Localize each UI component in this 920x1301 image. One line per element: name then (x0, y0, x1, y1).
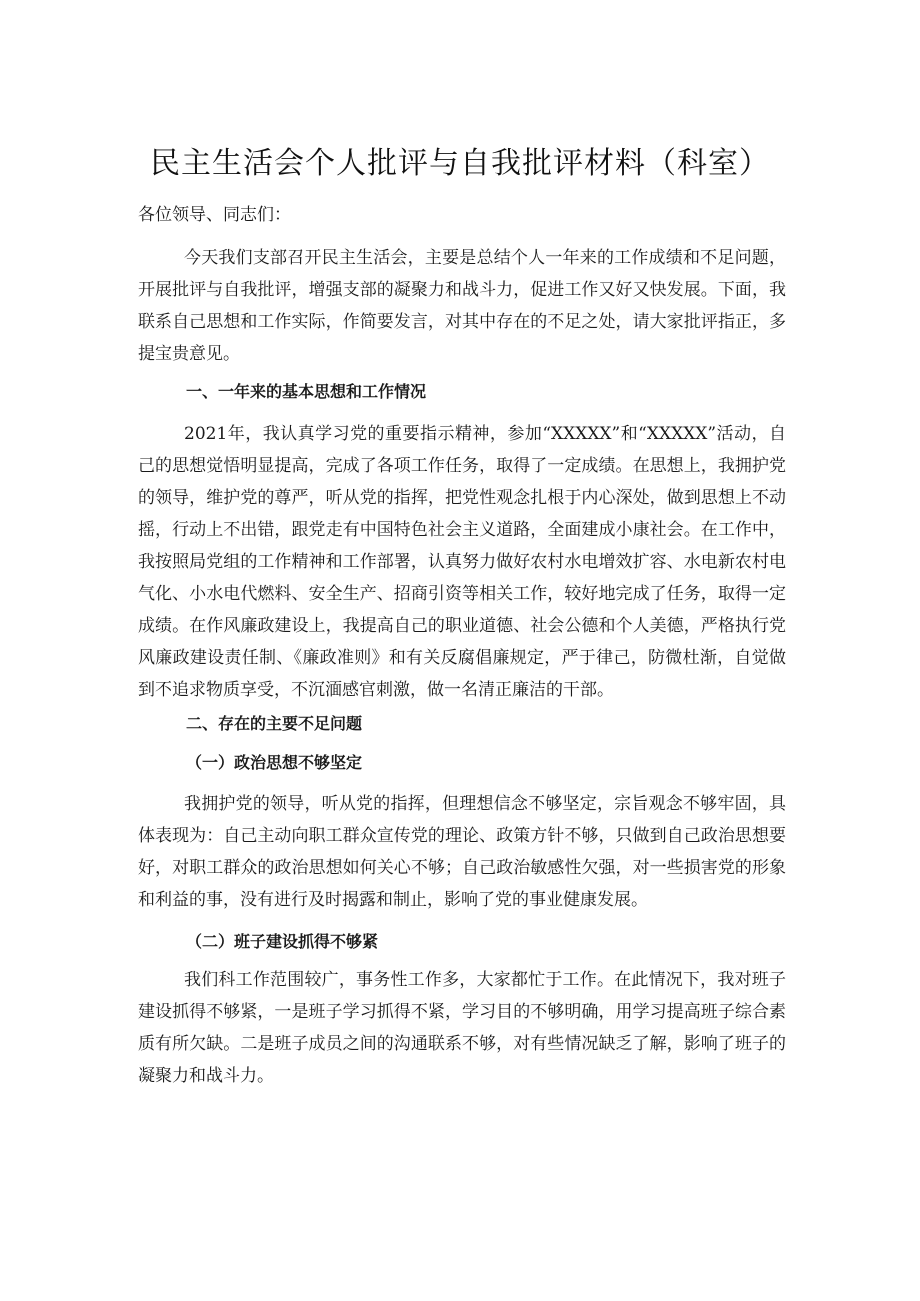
subsection-1-paragraph: 我拥护党的领导，听从党的指挥，但理想信念不够坚定，宗旨观念不够牢固，具体表现为：自己主动向职工群众宣传党的理论、政策方针不够，只做到自己政治思想要好，对职工群众的政治思想如何关心不够；自己政治敏感性欠强，对一些损害党的形象和利益的事，没有进行及时揭露和制止，影响了党的事业健康发展。 (138, 794, 786, 910)
subsection-heading-1: （一）政治思想不够坚定 (186, 753, 363, 772)
document-title: 民主生活会个人批评与自我批评材料（科室） (150, 146, 770, 181)
section-heading-1: 一、一年来的基本思想和工作情况 (186, 382, 427, 401)
subsection-heading-2: （二）班子建设抓得不够紧 (186, 932, 379, 951)
salutation: 各位领导、同志们： (138, 205, 291, 225)
section-heading-2: 二、存在的主要不足问题 (186, 714, 363, 733)
subsection-2-paragraph: 我们科工作范围较广，事务性工作多，大家都忙于工作。在此情况下，我对班子建设抓得不够紧，一是班子学习抓得不紧，学习目的不够明确，用学习提高班子综合素质有所欠缺。二是班子成员之间的沟通联系不够，对有些情况缺乏了解，影响了班子的凝聚力和战斗力。 (138, 970, 786, 1086)
intro-paragraph: 今天我们支部召开民主生活会，主要是总结个人一年来的工作成绩和不足问题，开展批评与自我批评，增强支部的凝聚力和战斗力，促进工作又好又快发展。下面，我联系自己思想和工作实际，作简要发言，对其中存在的不足之处，请大家批评指正，多提宝贵意见。 (138, 248, 786, 364)
section-1-paragraph: 2021年，我认真学习党的重要指示精神，参加“XXXXX”和“XXXXX”活动，自己的思想觉悟明显提高，完成了各项工作任务，取得了一定成绩。在思想上，我拥护党的领导，维护党的尊严，听从党的指挥，把党性观念扎根于内心深处，做到思想上不动摇，行动上不出错，跟党走有中国特色社会主义道路，全面建成小康社会。在工作中，我按照局党组的工作精神和工作部署，认真努力做好农村水电增效扩容、水电新农村电气化、小水电代燃料、安全生产、招商引资等相关工作，较好地完成了任务，取得一定成绩。在作风廉政建设上，我提高自己的职业道德、社会公德和个人美德，严格执行党风廉政建设责任制、《廉政准则》和有关反腐倡廉规定，严于律己，防微杜渐，自觉做到不追求物质享受，不沉湎感官刺激，做一名清正廉洁的干部。 (138, 424, 786, 700)
